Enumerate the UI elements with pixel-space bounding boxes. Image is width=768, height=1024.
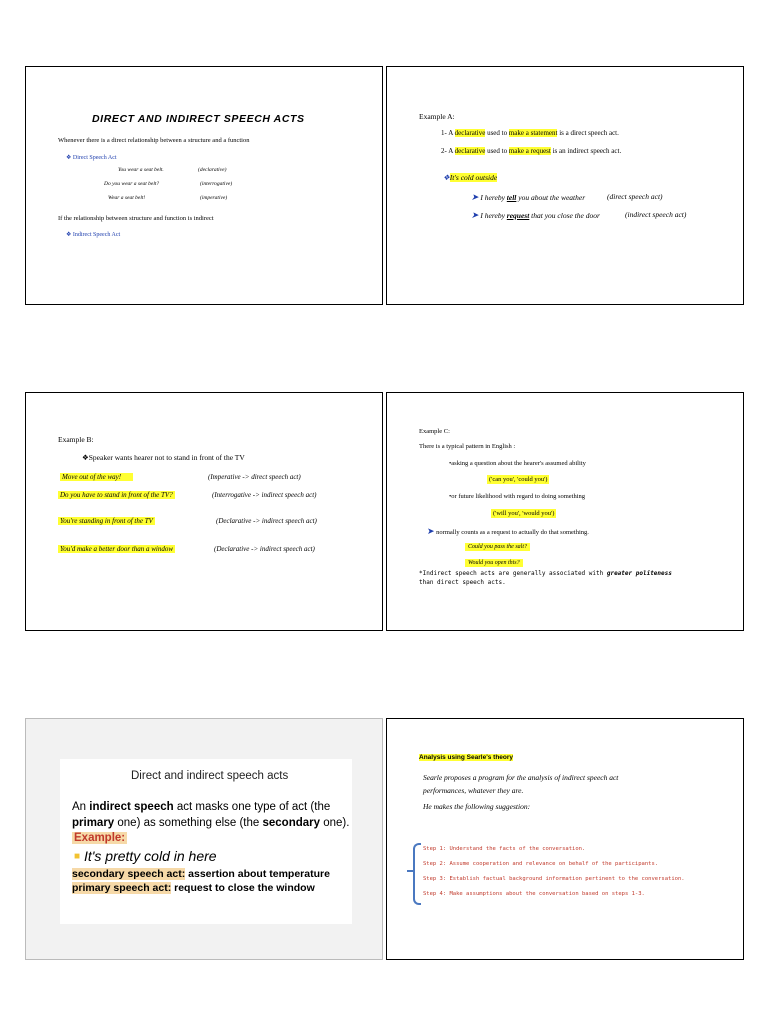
pattern-item-2: •or future likelihood with regard to doing something: [449, 493, 586, 500]
paragraph-line-2: performances, whatever they are.: [423, 786, 524, 795]
example-sentence: Move out of the way!: [60, 473, 133, 481]
sentence-type: (Declarative -> indirect speech act): [216, 517, 317, 525]
diamond-bullet-icon: ❖: [66, 232, 72, 238]
pattern-item-1: •asking a question about the hearer's assumed ability: [449, 460, 586, 467]
intro-text: Whenever there is a direct relationship between a structure and a function: [58, 137, 250, 144]
example-heading: Example A:: [419, 112, 455, 121]
secondary-speech-act-line: secondary speech act: assertion about temperature: [72, 868, 330, 880]
politeness-note-line-1: *Indirect speech acts are generally associated with greater politeness: [419, 570, 672, 577]
definition-line-1: An indirect speech act masks one type of act (the: [72, 801, 331, 813]
step-item: Step 3: Establish factual background information pertinent to the conversation.: [423, 876, 685, 882]
step-item: Step 2: Assume cooperation and relevance on behalf of the participants.: [423, 861, 659, 867]
primary-speech-act-line: primary speech act: request to close the window: [72, 882, 315, 894]
sentence-type: (Imperative -> direct speech act): [208, 473, 301, 481]
example-label: Example:: [74, 832, 126, 844]
example-sentence: You're standing in front of the TV: [60, 517, 153, 525]
example-heading: Example C:: [419, 428, 450, 435]
slide-2: [386, 66, 744, 305]
sentence-type: (interrogative): [200, 181, 233, 187]
slide-5: [25, 718, 383, 960]
example-item: ■ It's pretty cold in here: [74, 848, 217, 864]
quote-item: [443, 173, 497, 182]
sentence-type: (Declarative -> indirect speech act): [214, 545, 315, 553]
pattern-text: There is a typical pattern in English :: [419, 443, 516, 450]
example-heading: Example B:: [58, 435, 94, 444]
square-bullet-icon: ■: [74, 851, 81, 862]
bracket-pointer: [407, 870, 413, 872]
example-request: Could you pass the salt?: [465, 543, 530, 551]
direct-speech-act-label: Direct Speech Act: [72, 155, 117, 161]
arrow-bullet-icon: ➤: [471, 192, 479, 202]
politeness-note-line-2: than direct speech acts.: [419, 579, 506, 586]
line-1: 1- A declarative used to make a statement is a direct speech act.: [441, 129, 619, 137]
pattern-item-1-phrase: ('can you', 'could you'): [489, 476, 548, 483]
sub-item-direct: ➤ I hereby tell you about the weather: [471, 192, 586, 202]
sub-item-direct-type: (direct speech act): [607, 192, 663, 201]
definition-line-2: primary one) as something else (the secondary one).: [72, 817, 350, 829]
sub-item-indirect: ➤ I hereby request that you close the door: [471, 210, 600, 220]
indirect-intro-text: If the relationship between structure and function is indirect: [58, 215, 214, 222]
diamond-bullet-icon: ❖: [443, 173, 450, 182]
step-item: Step 4: Make assumptions about the conversation based on steps 1-3.: [423, 891, 645, 897]
diamond-bullet-icon: ❖: [66, 155, 72, 161]
example-sentence: You'd make a better door than a window: [60, 545, 174, 553]
sub-item-indirect-type: (indirect speech act): [625, 210, 687, 219]
sentence-type: (declarative): [198, 167, 227, 173]
quote-text: It's cold outside: [449, 173, 498, 182]
indirect-speech-act-item: [66, 231, 120, 238]
line-2: 2- A declarative used to make a request is an indirect speech act.: [441, 147, 622, 155]
slide-3: [25, 392, 383, 631]
example-request: Would you open this?: [465, 559, 523, 567]
example-sentence: Wear a seat belt!: [108, 195, 146, 201]
context-text: ❖Speaker wants hearer not to stand in front of the TV: [82, 453, 245, 462]
example-sentence: You wear a seat belt.: [118, 167, 164, 173]
direct-speech-act-item: [66, 154, 117, 161]
arrow-bullet-icon: ➤: [427, 526, 435, 536]
arrow-bullet-icon: ➤: [471, 210, 479, 220]
example-sentence: Do you have to stand in front of the TV?: [60, 491, 173, 499]
slide-1: [25, 66, 383, 305]
step-item: Step 1: Understand the facts of the conversation.: [423, 846, 586, 852]
paragraph-line-1: Searle proposes a program for the analysis of indirect speech act: [423, 773, 619, 782]
pattern-item-2-phrase: ('will you', 'would you'): [493, 510, 555, 517]
diamond-bullet-icon: ❖: [82, 453, 89, 462]
indirect-speech-act-label: Indirect Speech Act: [72, 232, 121, 238]
slide-title: Direct and indirect speech acts: [131, 770, 289, 782]
slide-heading: Analysis using Searle's theory: [419, 754, 514, 761]
example-sentence: Do you wear a seat belt?: [104, 181, 160, 187]
slide-4: [386, 392, 744, 631]
slide-title: DIRECT AND INDIRECT SPEECH ACTS: [92, 113, 305, 125]
result-text: ➤ normally counts as a request to actually do that something.: [427, 526, 589, 536]
steps-bracket: [413, 843, 421, 905]
slide-6: [386, 718, 744, 960]
sentence-type: (Interrogative -> indirect speech act): [212, 491, 317, 499]
paragraph-line-3: He makes the following suggestion:: [423, 802, 531, 811]
sentence-type: (imperative): [200, 195, 228, 201]
